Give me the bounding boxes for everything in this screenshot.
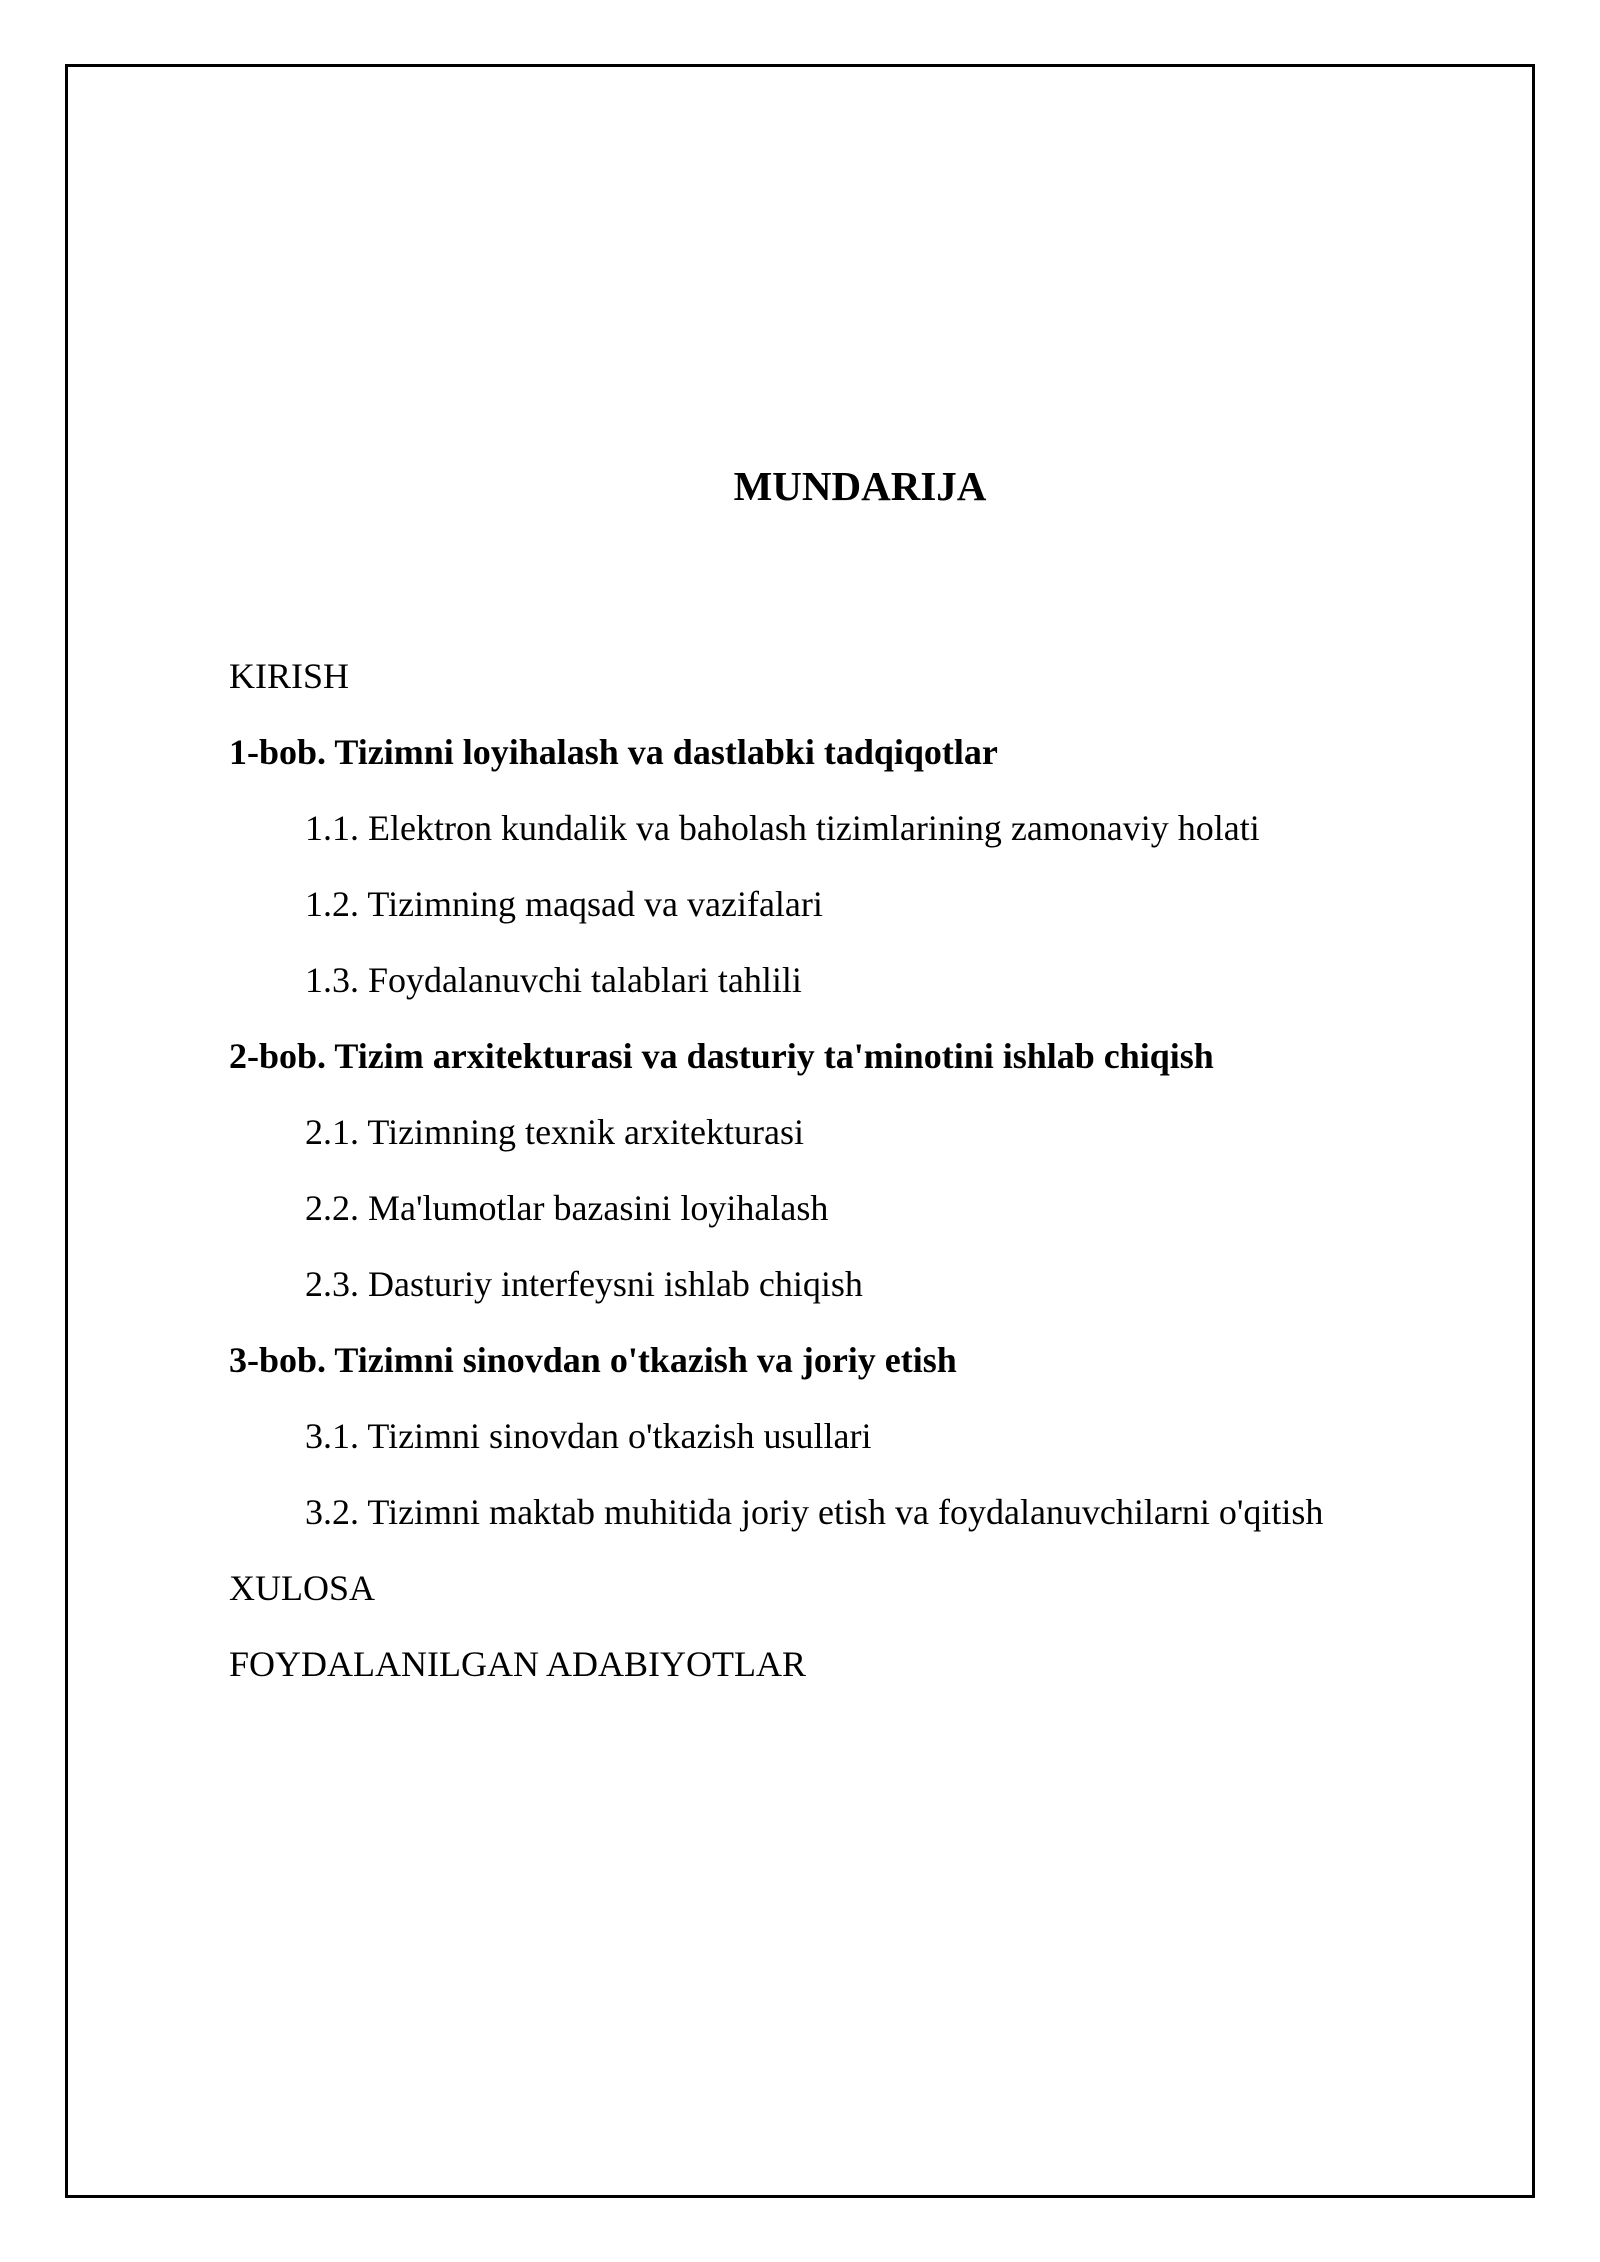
toc-entry-references: FOYDALANILGAN ADABIYOTLAR [229,1644,806,1684]
toc-section-2-3: 2.3. Dasturiy interfeysni ishlab chiqish [305,1264,863,1304]
toc-section-2-1: 2.1. Tizimning texnik arxitekturasi [305,1112,804,1152]
toc-title: MUNDARIJA [733,463,987,509]
table-of-contents [229,638,1489,1702]
toc-section-1-2: 1.2. Tizimning maqsad va vazifalari [305,884,823,924]
toc-chapter-2: 2-bob. Tizim arxitekturasi va dasturiy ta'minotini ishlab chiqish [229,1036,1214,1076]
toc-section-2-2: 2.2. Ma'lumotlar bazasini loyihalash [305,1188,829,1228]
toc-section-1-3: 1.3. Foydalanuvchi talablari tahlili [305,960,802,1000]
toc-section-1-1: 1.1. Elektron kundalik va baholash tizimlarining zamonaviy holati [305,808,1260,848]
toc-chapter-3: 3-bob. Tizimni sinovdan o'tkazish va joriy etish [229,1340,957,1380]
toc-section-3-1: 3.1. Tizimni sinovdan o'tkazish usullari [305,1416,872,1456]
toc-section-3-2: 3.2. Tizimni maktab muhitida joriy etish va foydalanuvchilarni o'qitish [305,1492,1324,1532]
toc-entry-conclusion: XULOSA [229,1568,376,1608]
toc-chapter-1: 1-bob. Tizimni loyihalash va dastlabki tadqiqotlar [229,732,998,772]
toc-entry-introduction: KIRISH [229,656,350,696]
